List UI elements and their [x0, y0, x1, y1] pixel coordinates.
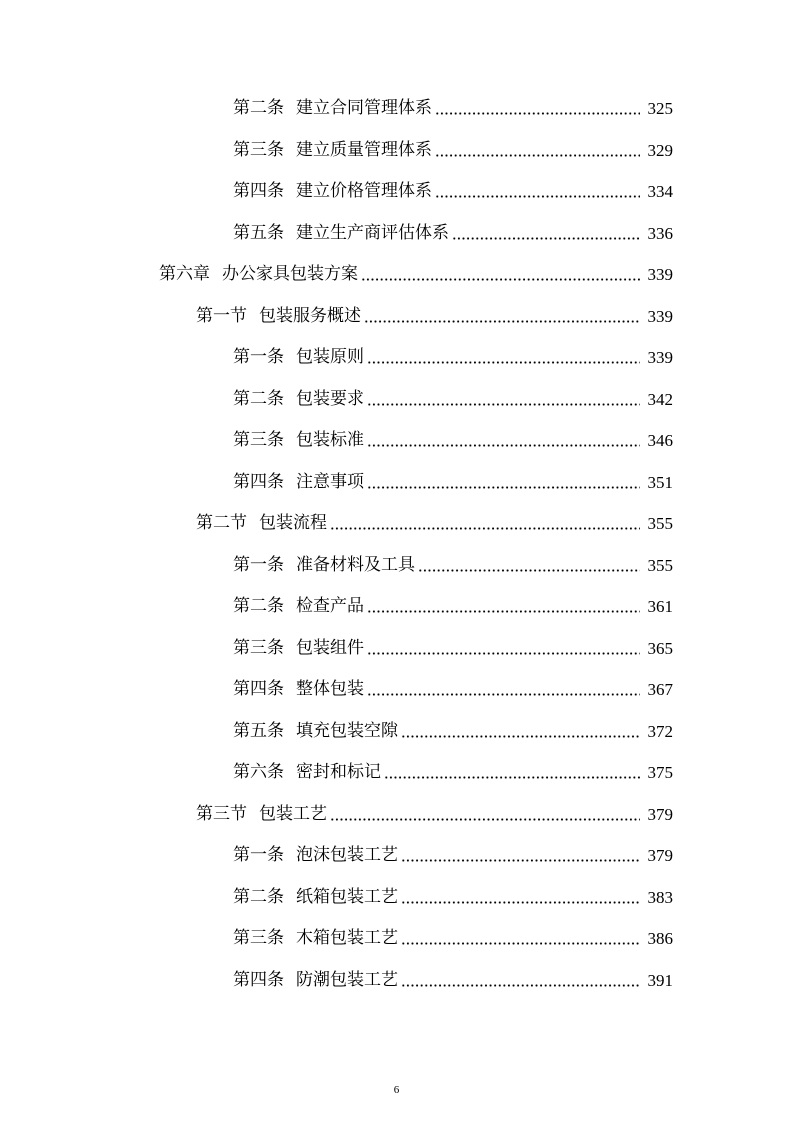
dot-leader: [367, 652, 640, 655]
dot-leader: [401, 984, 640, 987]
toc-entry[interactable]: [0, 296, 793, 338]
toc-entry-title: 包装标准: [296, 430, 364, 451]
toc-entry-title: 泡沫包装工艺: [296, 845, 398, 866]
toc-entry-page: 334: [647, 182, 673, 202]
toc-entry-title: 检查产品: [296, 596, 364, 617]
toc-entry-page: 367: [647, 680, 673, 700]
toc-entry-page: 336: [647, 223, 673, 243]
dot-leader: [384, 776, 640, 779]
toc-entry[interactable]: [0, 835, 793, 877]
toc-entry-number: 第三条: [233, 928, 284, 949]
toc-entry[interactable]: [0, 503, 793, 545]
toc-entry-title: 木箱包装工艺: [296, 928, 398, 949]
toc-entry[interactable]: [0, 130, 793, 172]
toc-entry-page: 391: [647, 970, 673, 990]
toc-entry-title: 纸箱包装工艺: [296, 886, 398, 907]
toc-entry-page: 351: [647, 472, 673, 492]
toc-entry-page: 372: [647, 721, 673, 741]
toc-entry[interactable]: [0, 628, 793, 670]
toc-entry-title: 建立价格管理体系: [296, 181, 432, 202]
dot-leader: [401, 942, 640, 945]
dot-leader: [401, 901, 640, 904]
dot-leader: [401, 735, 640, 738]
toc-entry-number: 第三节: [196, 803, 247, 824]
toc-entry-page: 346: [647, 431, 673, 451]
toc-entry-page: 379: [647, 804, 673, 824]
toc-entry-title: 包装流程: [259, 513, 327, 534]
toc-entry-number: 第一条: [233, 347, 284, 368]
toc-entry-number: 第二条: [233, 388, 284, 409]
toc-entry[interactable]: [0, 586, 793, 628]
dot-leader: [452, 237, 640, 240]
toc-entry[interactable]: [0, 877, 793, 919]
dot-leader: [367, 361, 640, 364]
toc-entry[interactable]: [0, 88, 793, 130]
dot-leader: [418, 569, 640, 572]
toc-entry-number: 第一条: [233, 845, 284, 866]
toc-entry-number: 第五条: [233, 720, 284, 741]
toc-entry-title: 防潮包装工艺: [296, 969, 398, 990]
toc-entry-title: 准备材料及工具: [296, 554, 415, 575]
dot-leader: [330, 818, 640, 821]
dot-leader: [361, 278, 640, 281]
toc-entry-page: 339: [647, 348, 673, 368]
toc-entry-number: 第四条: [233, 969, 284, 990]
toc-entry-page: 339: [647, 306, 673, 326]
toc-entry-title: 注意事项: [296, 471, 364, 492]
toc-entry-page: 361: [647, 597, 673, 617]
toc-entry-number: 第一节: [196, 305, 247, 326]
toc-entry-title: 包装服务概述: [259, 305, 361, 326]
toc-entry-title: 密封和标记: [296, 762, 381, 783]
dot-leader: [401, 859, 640, 862]
toc-entry-number: 第五条: [233, 222, 284, 243]
toc-entry-number: 第四条: [233, 679, 284, 700]
toc-entry-title: 整体包装: [296, 679, 364, 700]
toc-entry-title: 建立质量管理体系: [296, 139, 432, 160]
toc-entry-number: 第三条: [233, 430, 284, 451]
toc-entry-number: 第二条: [233, 596, 284, 617]
toc-entry-page: 329: [647, 140, 673, 160]
toc-entry-number: 第六章: [159, 264, 210, 285]
page-number: 6: [393, 1084, 400, 1096]
toc-entry-page: 325: [647, 99, 673, 119]
dot-leader: [367, 444, 640, 447]
toc-entry-title: 建立合同管理体系: [296, 98, 432, 119]
toc-entry[interactable]: [0, 545, 793, 587]
toc-entry-title: 包装要求: [296, 388, 364, 409]
toc-entry-title: 办公家具包装方案: [222, 264, 358, 285]
toc-entry[interactable]: [0, 794, 793, 836]
toc-entry-page: 355: [647, 514, 673, 534]
dot-leader: [435, 112, 640, 115]
dot-leader: [367, 610, 640, 613]
toc-entry[interactable]: [0, 213, 793, 255]
dot-leader: [435, 154, 640, 157]
dot-leader: [367, 403, 640, 406]
toc-entry-number: 第二条: [233, 886, 284, 907]
toc-entry[interactable]: [0, 254, 793, 296]
toc-entry-page: 339: [647, 265, 673, 285]
dot-leader: [435, 195, 640, 198]
toc-entry[interactable]: [0, 379, 793, 421]
toc-entry-page: 355: [647, 555, 673, 575]
toc-entry[interactable]: [0, 462, 793, 504]
toc-entry-number: 第六条: [233, 762, 284, 783]
toc-entry[interactable]: [0, 960, 793, 1002]
toc-entry-number: 第三条: [233, 139, 284, 160]
toc-entry[interactable]: [0, 752, 793, 794]
toc-entry-page: 342: [647, 389, 673, 409]
toc-entry[interactable]: [0, 337, 793, 379]
toc-entry-title: 建立生产商评估体系: [296, 222, 449, 243]
toc-entry[interactable]: [0, 171, 793, 213]
toc-entry[interactable]: [0, 420, 793, 462]
toc-entry-number: 第三条: [233, 637, 284, 658]
toc-entry-number: 第一条: [233, 554, 284, 575]
dot-leader: [364, 320, 640, 323]
toc-entry[interactable]: [0, 918, 793, 960]
toc-entry-number: 第四条: [233, 181, 284, 202]
toc-entry-title: 包装工艺: [259, 803, 327, 824]
dot-leader: [330, 527, 640, 530]
toc-entry-title: 包装组件: [296, 637, 364, 658]
toc-entry-page: 383: [647, 887, 673, 907]
toc-entry-page: 365: [647, 638, 673, 658]
toc-entry[interactable]: [0, 669, 793, 711]
dot-leader: [367, 486, 640, 489]
table-of-contents: [0, 88, 793, 1001]
dot-leader: [367, 693, 640, 696]
toc-entry-title: 填充包装空隙: [296, 720, 398, 741]
toc-entry-page: 379: [647, 846, 673, 866]
toc-entry-number: 第四条: [233, 471, 284, 492]
toc-entry[interactable]: [0, 711, 793, 753]
toc-entry-page: 375: [647, 763, 673, 783]
toc-entry-number: 第二节: [196, 513, 247, 534]
toc-entry-number: 第二条: [233, 98, 284, 119]
toc-entry-page: 386: [647, 929, 673, 949]
toc-entry-title: 包装原则: [296, 347, 364, 368]
